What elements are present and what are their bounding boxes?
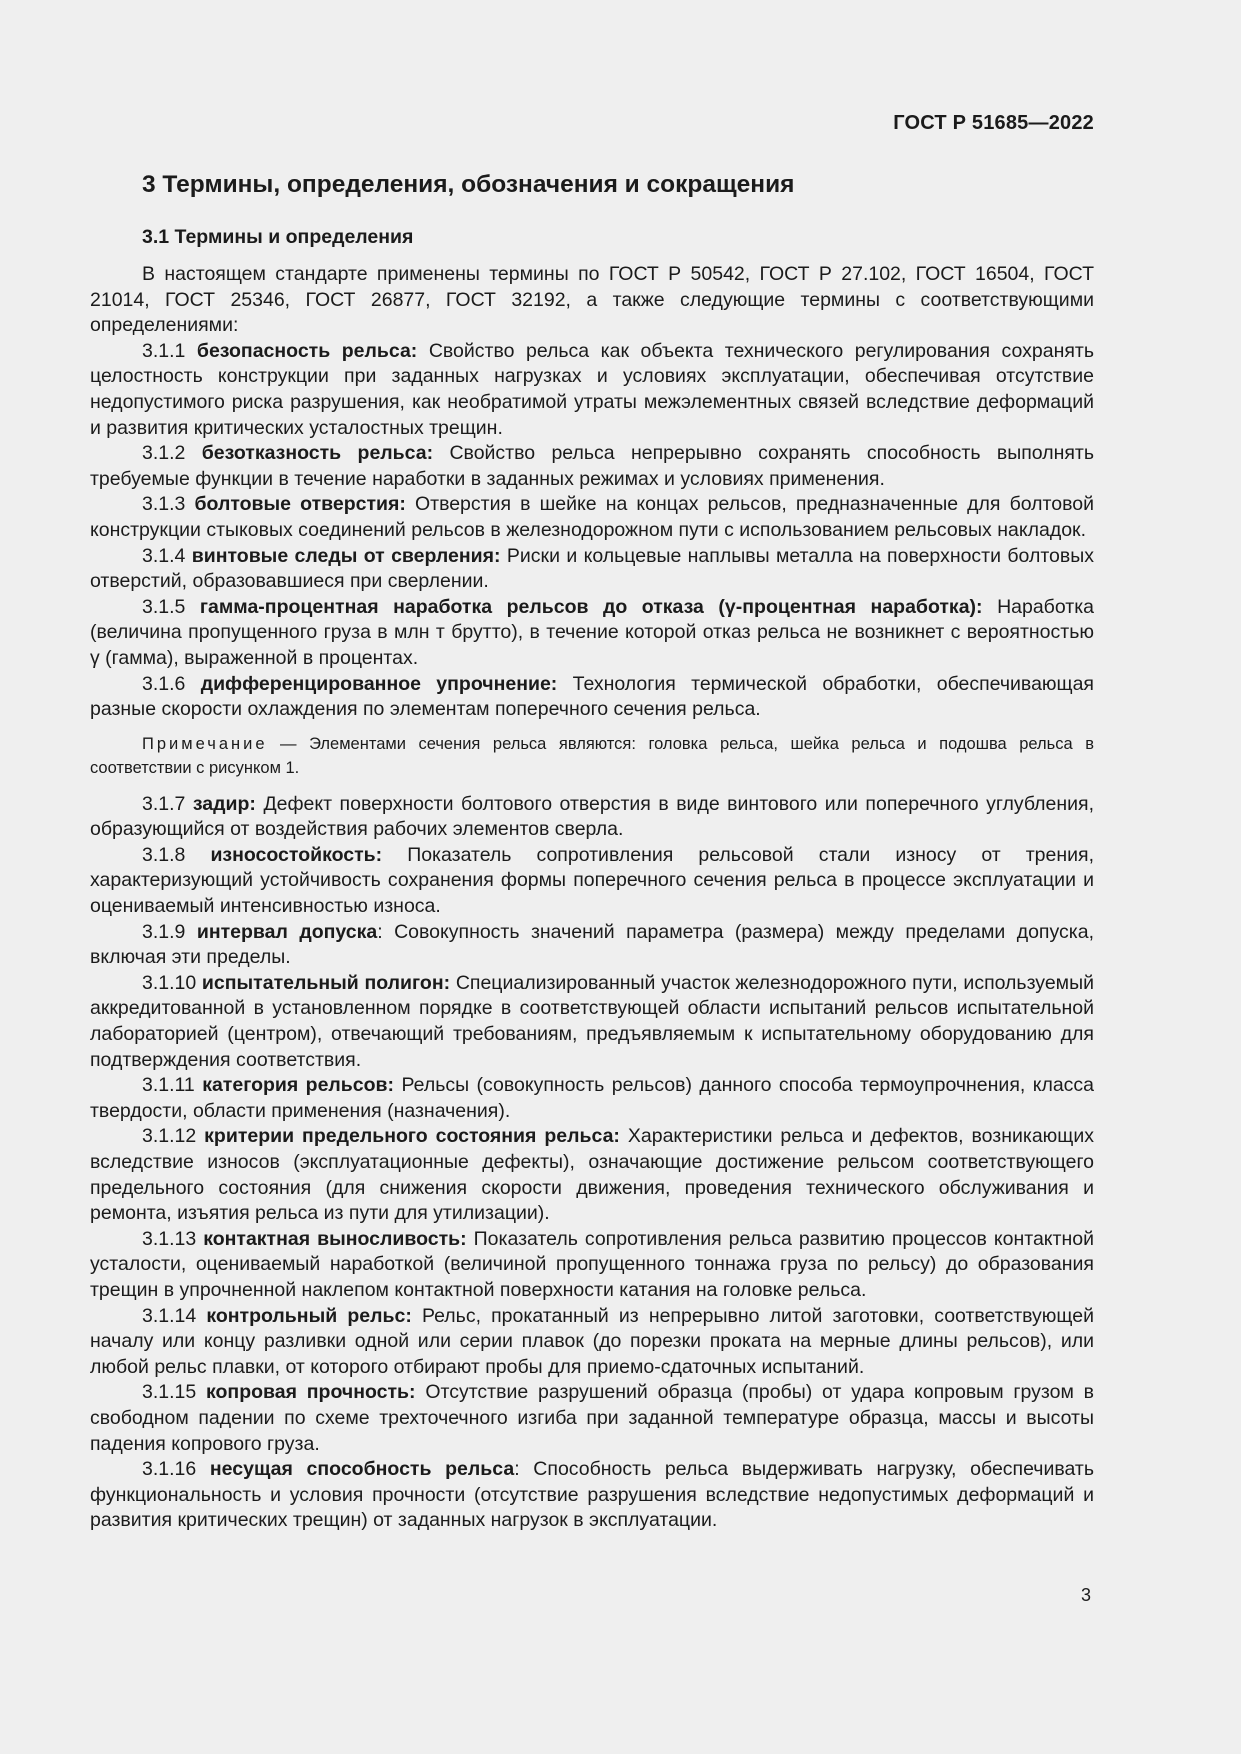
term-number: 3.1.9 — [142, 920, 186, 943]
term-number: 3.1.14 — [142, 1304, 197, 1327]
term-number: 3.1.13 — [142, 1227, 197, 1250]
term-number: 3.1.3 — [142, 493, 186, 516]
term-number: 3.1.4 — [142, 544, 186, 567]
term-entry — [90, 1124, 1094, 1226]
term-number: 3.1.6 — [142, 672, 186, 695]
term-name: гамма-процентная наработка рельсов до отказа (γ-процентная наработка): — [199, 595, 983, 618]
term-name: несущая способность рельса — [209, 1458, 515, 1481]
subsection-title: 3.1 Термины и определения — [142, 226, 414, 248]
term-entry — [90, 1304, 1094, 1381]
term-definition: Отверстия в шейке на концах рельсов, предназначенные для болтовой конструкции стыковых соединений рельсов в железнодорожном пути с использованием рельсовых накладок. — [90, 493, 1094, 541]
term-definition: : Совокупность значений параметра (размера) между пределами допуска, включая эти пределы. — [90, 920, 1094, 969]
term-entry — [90, 1457, 1094, 1534]
note-text: — Элементами сечения рельса являются: головка рельса, шейка рельса и подошва рельса в соответствии с рисунком 1. — [90, 734, 1094, 777]
term-entry — [90, 544, 1094, 595]
term-entry — [90, 843, 1094, 920]
term-name: критерии предельного состояния рельса: — [204, 1125, 620, 1148]
term-name: контактная выносливость: — [203, 1227, 467, 1250]
term-number: 3.1.15 — [142, 1381, 197, 1404]
term-definition: Дефект поверхности болтового отверстия в виде винтового или поперечного углубления, образующийся от воздействия рабочих элементов сверла. — [90, 792, 1094, 841]
term-number: 3.1.12 — [142, 1125, 197, 1148]
term-name: задир: — [192, 792, 256, 815]
note-label: Примечание — [142, 734, 268, 753]
term-number: 3.1.1 — [142, 339, 186, 362]
term-number: 3.1.5 — [142, 595, 186, 618]
term-name: износостойкость: — [210, 843, 383, 866]
body-text — [90, 262, 1094, 1534]
term-number: 3.1.16 — [142, 1458, 197, 1481]
term-entry — [90, 1227, 1094, 1304]
section-title: 3 Термины, определения, обозначения и сокращения — [142, 171, 795, 198]
term-entry — [90, 1380, 1094, 1457]
intro-paragraph: В настоящем стандарте применены термины по ГОСТ Р 50542, ГОСТ Р 27.102, ГОСТ 16504, ГОСТ 21014, ГОСТ 25346, ГОСТ 26877, ГОСТ 32192, а также следующие термины с соответствующими определениями: — [90, 263, 1094, 337]
term-number: 3.1.11 — [142, 1074, 195, 1097]
term-name: дифференцированное упрочнение: — [200, 672, 558, 695]
term-definition: Свойство рельса как объекта технического регулирования сохранять целостность конструкции при заданных нагрузках и условиях эксплуатации, обеспечивая отсутствие недопустимого риска разрушения, как необратимой утраты межэлементных связей вследствие деформаций и развития критических усталостных трещин. — [90, 339, 1094, 439]
term-entry — [90, 339, 1094, 441]
term-entry — [90, 920, 1094, 971]
term-definition: Показатель сопротивления рельсовой стали износу от трения, характеризующий устойчивость сохранения формы поперечного сечения рельса в процессе эксплуатации и оцениваемый интенсивностью износа. — [90, 843, 1094, 918]
term-name: безотказность рельса: — [201, 442, 434, 465]
term-name: винтовые следы от сверления: — [191, 544, 501, 567]
term-number: 3.1.2 — [142, 442, 186, 465]
term-definition: Технология термической обработки, обеспечивающая разные скорости охлаждения по элементам поперечного сечения рельса. — [90, 672, 1094, 721]
term-definition: Характеристики рельса и дефектов, возникающих вследствие износов (эксплуатационные дефекты), означающие достижение рельсом соответствующего предельного состояния (для снижения скорости движения, проведения технического обслуживания и ремонта, изъятия рельса из пути для утилизации). — [90, 1125, 1094, 1225]
page-number: 3 — [1080, 1585, 1091, 1605]
term-entry — [90, 1073, 1094, 1124]
term-definition: Показатель сопротивления рельса развитию процессов контактной усталости, оцениваемый наработкой (величиной пропущенного тоннажа груза по рельсу) до образования трещин в упрочненной наклепом контактной поверхности катания на головке рельса. — [90, 1227, 1094, 1301]
term-definition: Отсутствие разрушений образца (пробы) от удара копровым грузом в свободном падении по схеме трехточечного изгиба при заданной температуре образца, массы и высоты падения копрового груза. — [90, 1381, 1095, 1455]
term-entry — [90, 595, 1094, 672]
term-entry — [90, 441, 1094, 492]
term-name: копровая прочность: — [206, 1381, 416, 1404]
term-definition: Рельсы (совокупность рельсов) данного способа термоупрочнения, класса твердости, области применения (назначения). — [90, 1074, 1095, 1122]
term-number: 3.1.10 — [142, 971, 197, 994]
term-entry — [90, 971, 1094, 1073]
term-name: интервал допуска — [196, 920, 378, 943]
note — [90, 732, 1094, 780]
term-name: контрольный рельс: — [206, 1304, 412, 1327]
term-definition: Наработка (величина пропущенного груза в млн т брутто), в течение которой отказ рельса не возникнет с вероятностью γ (гамма), выраженной в процентах. — [90, 595, 1095, 669]
term-definition: Рельс, прокатанный из непрерывно литой заготовки, соответствующей началу или концу разливки одной или серии плавок (до порезки проката на мерные длины рельсов), или любой рельс плавки, от которого отбирают пробы для приемо-сдаточных испытаний. — [90, 1304, 1094, 1378]
term-name: испытательный полигон: — [201, 971, 451, 994]
term-definition: Риски и кольцевые наплывы металла на поверхности болтовых отверстий, образовавшиеся при сверлении. — [90, 544, 1095, 593]
term-entry — [90, 672, 1094, 723]
term-definition: Свойство рельса непрерывно сохранять способность выполнять требуемые функции в течение наработки в заданных режимах и условиях применения. — [90, 442, 1094, 490]
term-name: болтовые отверстия: — [194, 493, 406, 516]
document-code: ГОСТ Р 51685—2022 — [893, 112, 1094, 134]
term-entry — [90, 492, 1094, 543]
term-name: категория рельсов: — [202, 1074, 395, 1097]
term-entry — [90, 792, 1094, 843]
term-name: безопасность рельса: — [196, 339, 418, 362]
term-number: 3.1.7 — [142, 792, 186, 815]
term-number: 3.1.8 — [142, 843, 186, 866]
term-definition: Специализированный участок железнодорожного пути, используемый аккредитованной в установленном порядке в соответствующей области испытаний рельсов испытательной лабораторией (центром), отвечающий требованиям, предъявляемым к испытательному оборудованию для подтверждения соответствия. — [90, 971, 1094, 1071]
term-definition: : Способность рельса выдерживать нагрузку, обеспечивать функциональность и условия прочности (отсутствие разрушения вследствие недопустимых деформаций и развития критических трещин) от заданных нагрузок в эксплуатации. — [90, 1458, 1094, 1532]
